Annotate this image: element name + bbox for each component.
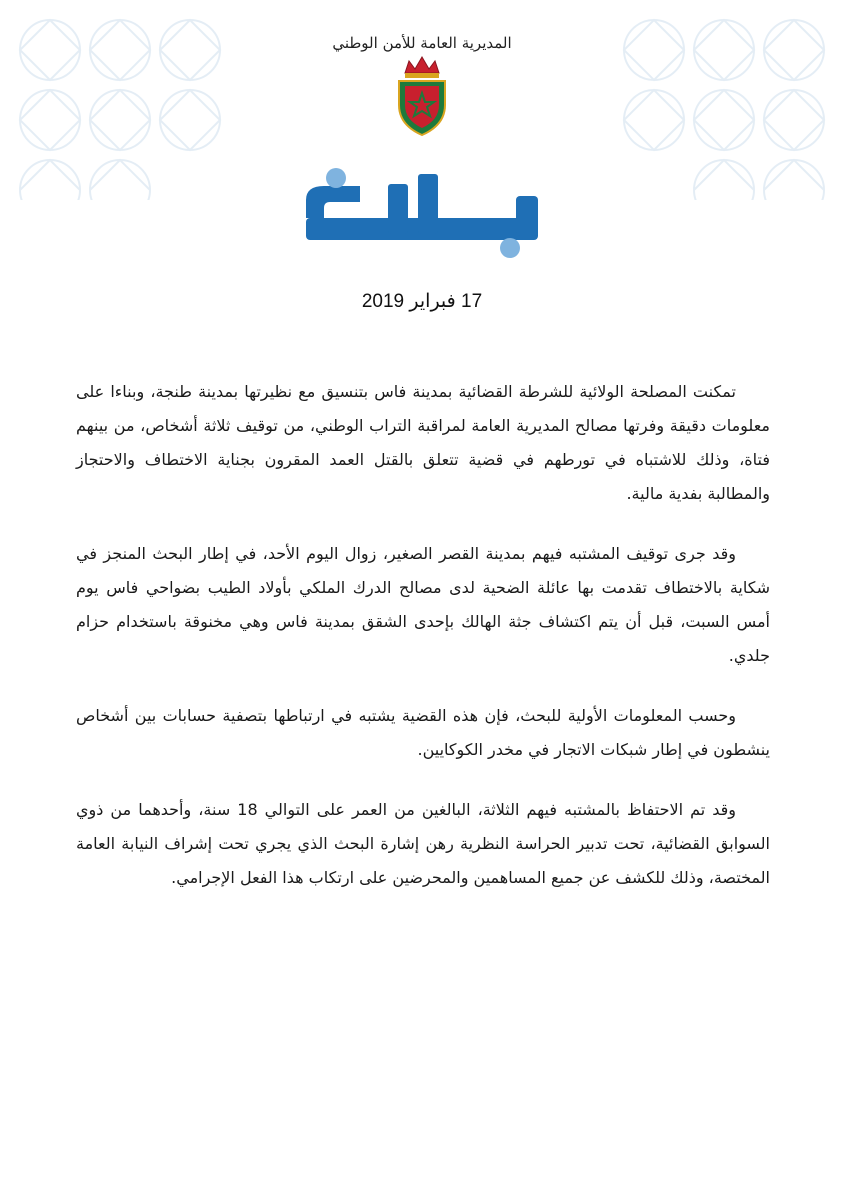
paragraph-4: وقد تم الاحتفاظ بالمشتبه فيهم الثلاثة، البالغين من العمر على التوالي 18 سنة، وأحدهما من ذوي السوابق القضائية، تحت تدبير الحراسة النظرية رهن إشارة البحث الذي يجري تحت إشراف النيابة العامة المختصة، وذلك للكشف عن جميع المساهمين والمحرضين على ارتكاب هذا الفعل الإجرامي. xyxy=(76,800,770,887)
title-balagh-logo xyxy=(300,166,544,258)
paragraph-1: تمكنت المصلحة الولائية للشرطة القضائية بمدينة فاس بتنسيق مع نظيرتها بمدينة طنجة، وبناءا على معلومات دقيقة وفرتها مصالح المديرية العامة لمراقبة التراب الوطني، من توقيف ثلاثة أشخاص، من بينهم فتاة، وذلك للاشتباه في تورطهم في قضية تتعلق بالقتل العمد المقرون بجناية الاختطاف والاحتجاز والمطالبة بفدية مالية. xyxy=(76,382,770,503)
dgsn-emblem-icon xyxy=(393,55,451,137)
date: 17 فبراير 2019 xyxy=(361,291,483,312)
organization-name: المديرية العامة للأمن الوطني xyxy=(332,34,512,52)
paragraph-2: وقد جرى توقيف المشتبه فيهم بمدينة القصر الصغير، زوال اليوم الأحد، في إطار البحث المنجز في شكاية بالاختطاف تقدمت بها عائلة الضحية لدى مصالح الدرك الملكي بأولاد الطيب بضواحي فاس يوم أمس السبت، قبل أن يتم اكتشاف جثة الهالك بإحدى الشقق بمدينة فاس وهي مخنوقة باستخدام حزام جلدي. xyxy=(76,544,770,665)
paragraph-3: وحسب المعلومات الأولية للبحث، فإن هذه القضية يشتبه في ارتباطها بتصفية حسابات بين أشخاص ينشطون في إطار شبكات الاتجار في مخدر الكوكايين. xyxy=(76,706,770,759)
statement-body xyxy=(76,375,770,921)
